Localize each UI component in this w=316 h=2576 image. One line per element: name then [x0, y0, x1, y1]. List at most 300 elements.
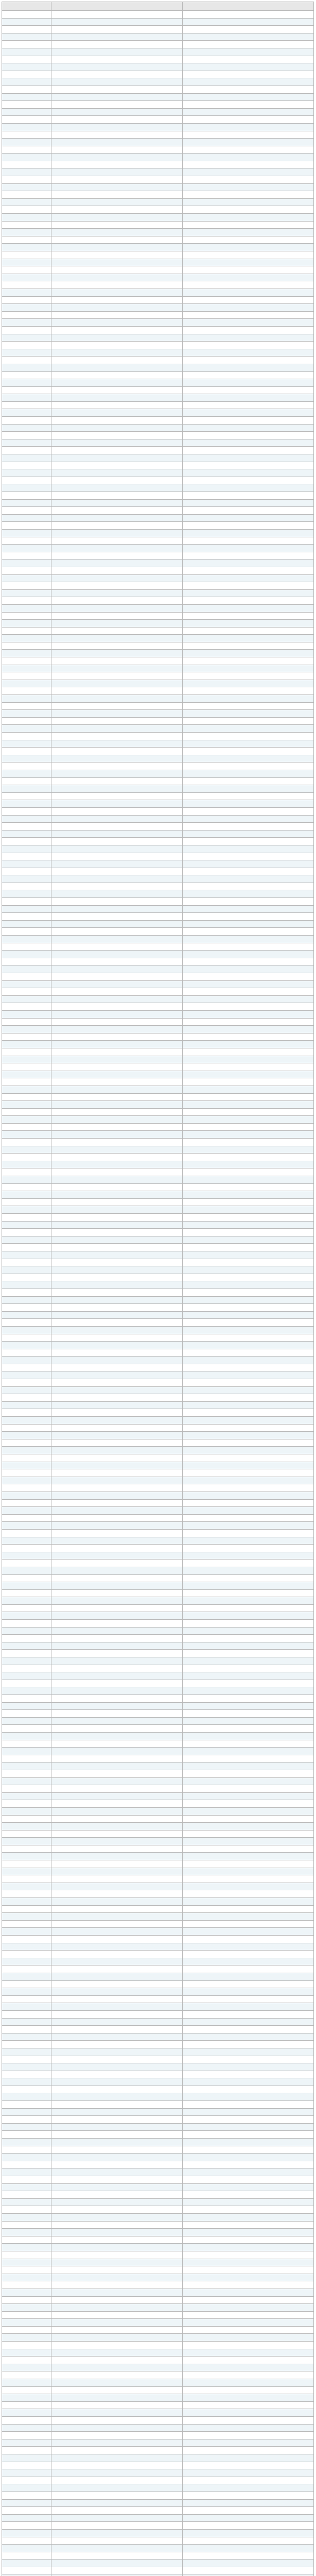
name-cell [2, 56, 51, 63]
table-row [2, 680, 314, 687]
table-row [2, 1176, 314, 1184]
account-number-cell [183, 1183, 314, 1191]
id-number-cell [51, 2357, 183, 2364]
account-number-cell [183, 342, 314, 349]
account-number-cell [183, 913, 314, 921]
id-number-cell [51, 2063, 183, 2071]
id-number-cell [51, 1010, 183, 1018]
table-row [2, 221, 314, 229]
table-row [2, 604, 314, 612]
table-row [2, 740, 314, 748]
table-row [2, 1289, 314, 1296]
id-number-cell [51, 221, 183, 229]
table-row [2, 394, 314, 402]
id-number-cell [51, 943, 183, 951]
account-number-cell [183, 116, 314, 124]
name-cell [2, 33, 51, 41]
account-number-cell [183, 890, 314, 898]
id-number-cell [51, 244, 183, 251]
name-cell [2, 2454, 51, 2462]
table-row [2, 1875, 314, 1883]
account-number-cell [183, 1116, 314, 1124]
table-row [2, 567, 314, 574]
name-cell [2, 349, 51, 357]
name-cell [2, 1266, 51, 1274]
table-row [2, 469, 314, 477]
id-number-cell [51, 2432, 183, 2439]
account-number-cell [183, 2492, 314, 2499]
account-number-cell [183, 1176, 314, 1184]
account-number-cell [183, 462, 314, 469]
account-number-cell [183, 499, 314, 507]
id-number-cell [51, 2522, 183, 2530]
name-cell [2, 1244, 51, 1251]
account-number-cell [183, 2154, 314, 2161]
id-number-cell [51, 2311, 183, 2319]
name-cell [2, 2018, 51, 2026]
id-number-cell [51, 1770, 183, 1777]
account-number-cell [183, 2116, 314, 2124]
name-cell [2, 2116, 51, 2124]
name-cell [2, 1838, 51, 1845]
name-cell [2, 229, 51, 236]
table-row [2, 552, 314, 560]
name-cell [2, 1432, 51, 1439]
table-row [2, 1093, 314, 1101]
table-row [2, 401, 314, 409]
table-row [2, 627, 314, 635]
id-number-cell [51, 357, 183, 364]
id-number-cell [51, 2477, 183, 2484]
name-cell [2, 1409, 51, 1417]
account-number-cell [183, 1139, 314, 1146]
name-cell [2, 1665, 51, 1672]
account-number-cell [183, 2056, 314, 2063]
table-row [2, 1604, 314, 1612]
account-number-cell [183, 1973, 314, 1980]
name-cell [2, 2010, 51, 2018]
account-number-cell [183, 2191, 314, 2199]
account-number-cell [183, 1589, 314, 1597]
table-row [2, 1236, 314, 1244]
id-number-cell [51, 2213, 183, 2221]
account-number-cell [183, 2274, 314, 2281]
name-cell [2, 2401, 51, 2409]
account-number-cell [183, 266, 314, 274]
account-number-cell [183, 2251, 314, 2259]
table-row [2, 1537, 314, 1545]
account-number-cell [183, 733, 314, 740]
name-cell [2, 1462, 51, 1469]
name-cell [2, 2071, 51, 2078]
account-number-cell [183, 2146, 314, 2154]
account-number-cell [183, 710, 314, 718]
account-number-cell [183, 1401, 314, 1409]
table-row [2, 1139, 314, 1146]
account-number-cell [183, 1642, 314, 1650]
table-row [2, 123, 314, 131]
account-number-cell [183, 1048, 314, 1056]
account-number-cell [183, 1071, 314, 1078]
name-cell [2, 1116, 51, 1124]
id-number-cell [51, 63, 183, 71]
id-number-cell [51, 1161, 183, 1168]
name-cell [2, 1003, 51, 1011]
name-cell [2, 1251, 51, 1259]
table-row [2, 913, 314, 921]
name-cell [2, 1048, 51, 1056]
table-row [2, 2168, 314, 2176]
id-number-cell [51, 1936, 183, 1943]
id-number-cell [51, 1838, 183, 1845]
account-number-cell [183, 1379, 314, 1387]
account-number-cell [183, 1086, 314, 1093]
id-number-cell [51, 988, 183, 996]
account-number-cell [183, 198, 314, 206]
table-row [2, 2439, 314, 2447]
account-number-cell [183, 274, 314, 281]
table-row [2, 289, 314, 296]
table-row [2, 2507, 314, 2515]
name-cell [2, 2183, 51, 2191]
table-row [2, 2417, 314, 2425]
name-cell [2, 770, 51, 777]
table-row [2, 2311, 314, 2319]
id-number-cell [51, 1537, 183, 1545]
table-row [2, 1484, 314, 1492]
name-cell [2, 2364, 51, 2371]
id-number-cell [51, 2492, 183, 2499]
account-number-cell [183, 1687, 314, 1695]
name-cell [2, 1800, 51, 1808]
id-number-cell [51, 1672, 183, 1680]
account-number-cell [183, 1838, 314, 1845]
name-cell [2, 439, 51, 447]
name-cell [2, 695, 51, 703]
account-number-cell [183, 2469, 314, 2477]
account-number-cell [183, 1702, 314, 1710]
table-row [2, 1807, 314, 1815]
account-number-cell [183, 943, 314, 951]
id-number-cell [51, 2289, 183, 2296]
table-row [2, 424, 314, 432]
id-number-cell [51, 1221, 183, 1229]
name-cell [2, 2289, 51, 2296]
table-row [2, 1890, 314, 1898]
account-number-cell [183, 597, 314, 605]
table-row [2, 1883, 314, 1890]
id-number-cell [51, 1913, 183, 1921]
table-row [2, 2319, 314, 2327]
account-number-cell [183, 1424, 314, 1432]
name-cell [2, 484, 51, 492]
table-row [2, 560, 314, 567]
name-cell [2, 206, 51, 214]
name-cell [2, 2236, 51, 2244]
name-cell [2, 883, 51, 890]
table-row [2, 2123, 314, 2131]
account-number-cell [183, 1845, 314, 1853]
id-number-cell [51, 1101, 183, 1109]
table-row [2, 973, 314, 981]
table-row [2, 168, 314, 176]
id-number-cell [51, 462, 183, 469]
table-row [2, 2251, 314, 2259]
table-row [2, 2010, 314, 2018]
id-number-cell [51, 477, 183, 484]
id-number-cell [51, 1567, 183, 1574]
table-row [2, 2567, 314, 2574]
name-cell [2, 597, 51, 605]
account-number-cell [183, 1041, 314, 1048]
id-number-cell [51, 717, 183, 725]
account-number-cell [183, 1920, 314, 1928]
account-number-cell [183, 1597, 314, 1605]
id-number-cell [51, 1364, 183, 1371]
id-number-cell [51, 1740, 183, 1748]
name-cell [2, 574, 51, 582]
table-row [2, 139, 314, 146]
account-number-cell [183, 1304, 314, 1312]
name-cell [2, 1883, 51, 1890]
name-cell [2, 710, 51, 718]
name-cell [2, 1131, 51, 1139]
id-number-cell [51, 1695, 183, 1703]
table-row [2, 71, 314, 78]
account-number-cell [183, 1913, 314, 1921]
account-number-cell [183, 838, 314, 845]
table-row [2, 371, 314, 379]
name-cell [2, 1086, 51, 1093]
id-number-cell [51, 274, 183, 281]
id-number-cell [51, 2168, 183, 2176]
account-number-cell [183, 1274, 314, 1281]
name-cell [2, 2123, 51, 2131]
table-row [2, 18, 314, 26]
account-number-cell [183, 447, 314, 454]
account-number-cell [183, 695, 314, 703]
table-row [2, 386, 314, 394]
table-row [2, 2394, 314, 2402]
id-number-cell [51, 1357, 183, 1364]
table-row [2, 364, 314, 371]
name-cell [2, 1394, 51, 1402]
account-number-cell [183, 883, 314, 890]
table-row [2, 665, 314, 672]
id-number-cell [51, 552, 183, 560]
table-row [2, 116, 314, 124]
table-row [2, 236, 314, 244]
name-cell [2, 394, 51, 402]
account-number-cell [183, 740, 314, 748]
account-number-cell [183, 2296, 314, 2304]
account-number-cell [183, 2281, 314, 2289]
table-row [2, 1447, 314, 1454]
id-number-cell [51, 2139, 183, 2146]
account-number-cell [183, 394, 314, 402]
table-row [2, 1657, 314, 1665]
id-number-cell [51, 604, 183, 612]
name-cell [2, 1740, 51, 1748]
name-cell [2, 2033, 51, 2041]
table-row [2, 1161, 314, 1168]
id-number-cell [51, 2259, 183, 2266]
table-row [2, 1717, 314, 1725]
table-row [2, 1800, 314, 1808]
account-number-cell [183, 627, 314, 635]
name-cell [2, 454, 51, 462]
account-number-cell [183, 1988, 314, 1996]
account-number-cell [183, 2357, 314, 2364]
account-number-cell [183, 2071, 314, 2078]
table-row [2, 815, 314, 823]
account-number-cell [183, 469, 314, 477]
id-number-cell [51, 958, 183, 965]
account-number-cell [183, 492, 314, 500]
id-number-cell [51, 514, 183, 522]
name-cell [2, 1010, 51, 1018]
name-cell [2, 1552, 51, 1560]
id-number-cell [51, 311, 183, 319]
id-number-cell [51, 642, 183, 650]
account-number-cell [183, 830, 314, 838]
account-number-cell [183, 2304, 314, 2312]
account-number-cell [183, 702, 314, 710]
account-number-cell [183, 1010, 314, 1018]
name-cell [2, 1762, 51, 1770]
account-number-cell [183, 2139, 314, 2146]
table-row [2, 748, 314, 755]
name-cell [2, 1687, 51, 1695]
account-number-cell [183, 1244, 314, 1251]
account-number-cell [183, 845, 314, 853]
table-row [2, 2560, 314, 2567]
id-number-cell [51, 2379, 183, 2387]
id-number-cell [51, 838, 183, 845]
account-number-cell [183, 281, 314, 289]
table-row [2, 484, 314, 492]
id-number-cell [51, 815, 183, 823]
table-row [2, 334, 314, 342]
id-number-cell [51, 424, 183, 432]
name-cell [2, 1965, 51, 1973]
account-number-cell [183, 101, 314, 109]
id-number-cell [51, 2296, 183, 2304]
name-cell [2, 2334, 51, 2342]
id-number-cell [51, 1342, 183, 1349]
id-number-cell [51, 2529, 183, 2537]
account-number-cell [183, 357, 314, 364]
name-cell [2, 2168, 51, 2176]
id-number-cell [51, 139, 183, 146]
table-row [2, 2304, 314, 2312]
name-cell [2, 2221, 51, 2229]
name-cell [2, 2379, 51, 2387]
id-number-cell [51, 1755, 183, 1762]
name-cell [2, 2063, 51, 2071]
name-cell [2, 342, 51, 349]
account-number-cell [183, 815, 314, 823]
name-cell [2, 334, 51, 342]
table-row [2, 2078, 314, 2086]
id-number-cell [51, 1552, 183, 1560]
table-row [2, 1770, 314, 1777]
account-number-cell [183, 1777, 314, 1785]
table-row [2, 1131, 314, 1139]
account-number-cell [183, 582, 314, 590]
name-cell [2, 2206, 51, 2214]
id-number-cell [51, 2454, 183, 2462]
account-number-cell [183, 2462, 314, 2469]
table-row [2, 1259, 314, 1266]
table-row [2, 357, 314, 364]
table-row [2, 1522, 314, 1530]
account-number-cell [183, 1582, 314, 1590]
table-row [2, 63, 314, 71]
account-number-cell [183, 1800, 314, 1808]
name-cell [2, 762, 51, 770]
account-number-cell [183, 1514, 314, 1522]
table-row [2, 574, 314, 582]
name-cell [2, 2394, 51, 2402]
name-cell [2, 1725, 51, 1733]
name-cell [2, 1026, 51, 1033]
name-cell [2, 2003, 51, 2011]
id-number-cell [51, 2401, 183, 2409]
name-cell [2, 1018, 51, 1026]
name-cell [2, 296, 51, 304]
table-row [2, 898, 314, 906]
name-cell [2, 1522, 51, 1530]
name-cell [2, 620, 51, 628]
table-row [2, 266, 314, 274]
table-row [2, 86, 314, 93]
table-row [2, 2108, 314, 2116]
name-cell [2, 1146, 51, 1154]
account-number-cell [183, 1936, 314, 1943]
table-row [2, 2003, 314, 2011]
id-number-cell [51, 2154, 183, 2161]
table-row [2, 529, 314, 537]
account-number-cell [183, 1469, 314, 1477]
id-number-cell [51, 1612, 183, 1620]
table-row [2, 439, 314, 447]
name-cell [2, 2560, 51, 2567]
name-cell [2, 1342, 51, 1349]
account-number-cell [183, 2371, 314, 2379]
table-row [2, 2334, 314, 2342]
table-row [2, 2026, 314, 2033]
name-cell [2, 63, 51, 71]
account-number-cell [183, 1319, 314, 1327]
name-cell [2, 1642, 51, 1650]
table-row [2, 1988, 314, 1996]
name-cell [2, 1424, 51, 1432]
id-number-cell [51, 1394, 183, 1402]
account-number-cell [183, 26, 314, 33]
account-number-cell [183, 409, 314, 417]
id-number-cell [51, 650, 183, 657]
table-row [2, 589, 314, 597]
table-row [2, 2462, 314, 2469]
id-number-cell [51, 1777, 183, 1785]
name-cell [2, 2424, 51, 2432]
table-row [2, 1650, 314, 1657]
name-cell [2, 1597, 51, 1605]
table-row [2, 462, 314, 469]
table-row [2, 1860, 314, 1868]
account-number-cell [183, 1552, 314, 1560]
